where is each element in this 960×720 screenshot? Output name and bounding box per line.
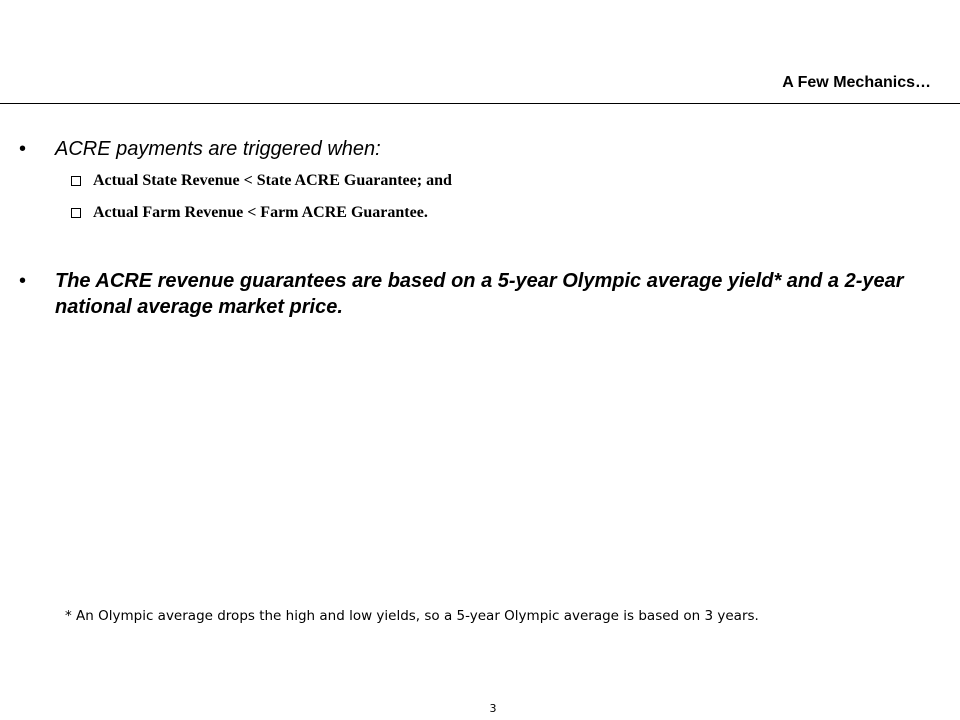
footnote: * An Olympic average drops the high and low yields, so a 5-year Olympic average is based on 3 years. — [65, 608, 759, 624]
condition-item-state — [71, 165, 452, 197]
slide-title: A Few Mechanics… — [782, 74, 931, 91]
bullet-dot: • — [19, 270, 27, 292]
bullet-dot: • — [19, 138, 27, 160]
title-divider — [0, 103, 960, 104]
bullet-acre-triggers — [19, 136, 939, 162]
trigger-conditions-list — [71, 165, 452, 229]
bullet-text: ACRE payments are triggered when: — [55, 138, 381, 160]
page-number: 3 — [489, 702, 497, 715]
checkbox-bullet-icon — [71, 176, 81, 186]
condition-item-farm — [71, 197, 452, 229]
checkbox-bullet-icon — [71, 208, 81, 218]
bullet-text: The ACRE revenue guarantees are based on a 5-year Olympic average yield* and a 2-year national average market price. — [55, 270, 904, 318]
condition-text: Actual State Revenue < State ACRE Guarantee; and — [93, 172, 452, 189]
condition-text: Actual Farm Revenue < Farm ACRE Guarantee. — [93, 204, 428, 221]
bullet-revenue-guarantees — [19, 268, 939, 320]
